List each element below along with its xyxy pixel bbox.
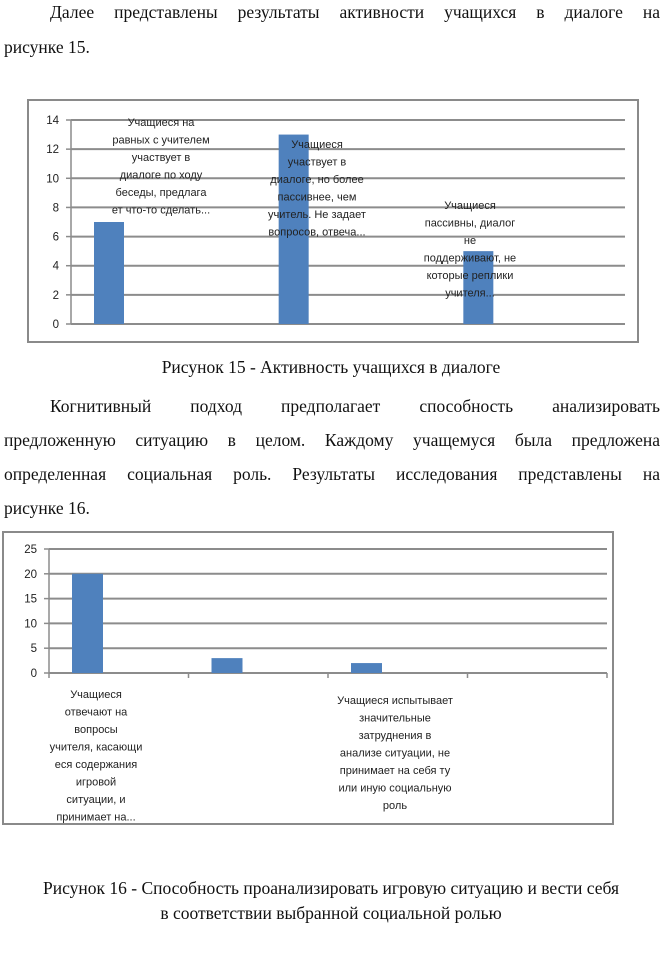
category-label: не — [463, 235, 477, 247]
category-label: участвует в — [131, 152, 191, 164]
category-label: учитель. Не задает — [268, 209, 366, 221]
category-label: роль — [382, 800, 408, 812]
category-label: принимает на... — [56, 811, 136, 823]
paragraph-line: определенная социальная роль. Результаты исследования представлены на — [4, 464, 660, 484]
bar — [72, 574, 103, 673]
figure-16-caption-cont: в соответствии выбранной социальной ролью — [160, 903, 502, 923]
intro-text-cont: рисунке 15. — [4, 37, 90, 57]
category-label: Учащиеся — [291, 139, 343, 151]
y-tick-label: 0 — [52, 319, 59, 331]
category-label: диалоге, но более — [270, 174, 364, 186]
category-label: участвует в — [287, 156, 347, 169]
category-label: анализе ситуации, не — [339, 747, 451, 760]
y-tick-label: 2 — [52, 289, 59, 302]
category-label: еся содержания — [54, 759, 138, 771]
figure-16-caption: Рисунок 16 - Способность проанализировать игровую ситуацию и вести себя — [42, 878, 619, 898]
bar — [351, 663, 382, 673]
category-label: Учащиеся испытывает — [337, 695, 453, 707]
y-tick-label: 14 — [46, 115, 59, 127]
category-label: поддерживают, не — [423, 252, 517, 265]
chart-figure-16 — [2, 531, 614, 825]
category-label: отвечают на — [64, 706, 128, 719]
category-label: игровой — [75, 776, 117, 789]
y-tick-label: 6 — [52, 231, 59, 244]
paragraph-line: предложенную ситуацию в целом. Каждому учащемуся была предложена — [4, 430, 660, 450]
category-label: или иную социальную — [338, 782, 452, 795]
y-tick-label: 20 — [24, 568, 37, 581]
category-label: учителя, касающи — [49, 741, 143, 754]
category-label: пассивнее, чем — [277, 191, 357, 204]
category-label: принимает на себя ту — [339, 765, 451, 777]
category-label: Учащиеся — [444, 200, 496, 212]
category-label: Учащиеся — [70, 689, 122, 701]
y-tick-label: 10 — [24, 618, 37, 631]
y-tick-label: 12 — [46, 144, 59, 157]
category-label: пассивны, диалог — [424, 217, 516, 230]
category-label: затруднения в — [358, 730, 432, 742]
paragraph-line: Когнитивный подход предполагает способность анализировать — [50, 396, 660, 416]
y-tick-label: 15 — [24, 593, 37, 606]
category-label: вопросов, отвеча... — [268, 226, 366, 239]
bar-chart-15 — [29, 101, 637, 341]
category-label: ситуации, и — [66, 794, 126, 806]
category-label: учителя... — [445, 287, 495, 300]
y-tick-label: 5 — [30, 643, 37, 656]
category-label: ет что-то сделать... — [111, 204, 211, 217]
bar — [212, 658, 243, 673]
chart-figure-15 — [27, 99, 639, 343]
category-label: равных с учителем — [112, 134, 210, 147]
category-label: значительные — [359, 712, 431, 725]
figure-15-caption: Рисунок 15 - Активность учащихся в диалоге — [161, 357, 501, 377]
category-label: вопросы — [74, 724, 118, 736]
bar-chart-16 — [4, 533, 612, 823]
intro-text: Далее представлены результаты активности учащихся в диалоге на — [50, 2, 660, 22]
y-tick-label: 4 — [52, 260, 59, 273]
category-label: которые реплики — [426, 270, 514, 282]
y-tick-label: 25 — [24, 544, 37, 556]
category-label: беседы, предлага — [115, 187, 207, 199]
paragraph-line: рисунке 16. — [4, 498, 90, 518]
y-tick-label: 8 — [52, 202, 59, 215]
category-label: диалоге по ходу — [119, 169, 203, 182]
y-tick-label: 10 — [46, 173, 59, 186]
category-label: Учащиеся на — [127, 117, 195, 129]
bar — [94, 222, 124, 324]
y-tick-label: 0 — [30, 668, 37, 680]
